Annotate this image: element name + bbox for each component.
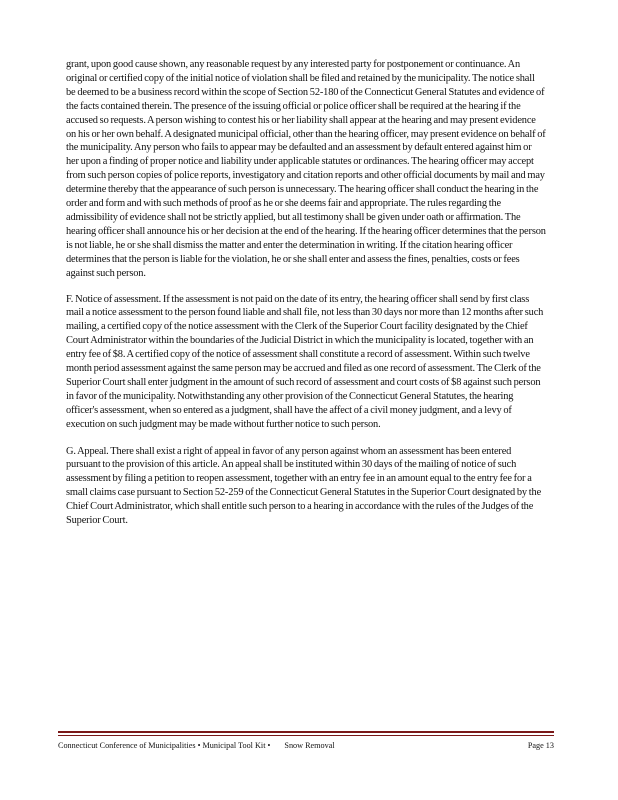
page-number: Page 13 [527, 740, 554, 750]
footer-section-title: Snow Removal [284, 740, 335, 750]
body-text [66, 58, 546, 528]
paragraph-notice-of-assessment: F. Notice of assessment. If the assessment is not paid on the date of its entry, the hearing officer shall send by first class mail a notice assessment to the person found liable and shall file, not less than 30 days nor more than 12 months after such mailing, a certified copy of the notice assessment with the Clerk of the Superior Court facility designated by the Chief Court Administrator within the boundaries of the Judicial District in which the municipality is located, together with an entry fee of $8. A certified copy of the notice of assessment shall constitute a record of assessment. Within such twelve month period assessment against the same person may be accrued and filed as one record of assessment. The Clerk of the Superior Court shall enter judgment in the amount of such record of assessment and court costs of $8 against such person in favor of the municipality. Notwithstanding any other provision of the Connecticut General Statutes, the hearing officer's assessment, when so entered as a judgment, shall have the affect of a civil money judgment, and a levy of execution on such judgment may be made without further notice to such person. [66, 293, 544, 430]
paragraph-hearing-procedure: grant, upon good cause shown, any reasonable request by any interested party for postponement or continuance. An original or certified copy of the initial notice of violation shall be filed and retained by the municipality. The notice shall be deemed to be a business record within the scope of Section 52-180 of the Connecticut General Statutes and evidence of the facts contained therein. The presence of the issuing official or police officer shall be required at the hearing if the accused so requests. A person wishing to contest his or her liability shall appear at the hearing and may present evidence on his or her own behalf. A designated municipal official, other than the hearing officer, may present evidence on behalf of the municipality. Any person who fails to appear may be defaulted and an assessment by default entered against him or her upon a finding of proper notice and liability under applicable statutes or ordinances. The hearing officer may accept from such person copies of police reports, investigatory and citation reports and other official documents by mail and may determine thereby that the appearance of such person is unnecessary. The hearing officer shall conduct the hearing in the order and form and with such methods of proof as he or she deems fair and appropriate. The rules regarding the admissibility of evidence shall not be strictly applied, but all testimony shall be given under oath or affirmation. The hearing officer shall announce his or her decision at the end of the hearing. If the hearing officer determines that the person is not liable, he or she shall dismiss the matter and enter the determination in writing. If the citation hearing officer determines that the person is liable for the violation, he or she shall enter and assess the fines, penalties, costs or fees against such person. [66, 59, 546, 279]
footer-rule-thick [58, 731, 554, 733]
footer-rule-thin [58, 735, 554, 736]
footer-row [58, 741, 554, 750]
page-footer [58, 731, 554, 750]
paragraph-appeal: G. Appeal. There shall exist a right of appeal in favor of any person against whom an assessment has been entered pursuant to the provision of this article. An appeal shall be instituted within 30 days of the mailing of notice of such assessment by filing a petition to reopen assessment, together with an entry fee in an amount equal to the entry fee for a small claims case pursuant to Section 52-259 of the Connecticut General Statutes in the Superior Court designated by the Chief Court Administrator, which shall entitle such person to a hearing in accordance with the rules of the Judges of the Superior Court. [66, 445, 542, 527]
footer-publisher: Connecticut Conference of Municipalities • Municipal Tool Kit • [58, 740, 271, 750]
